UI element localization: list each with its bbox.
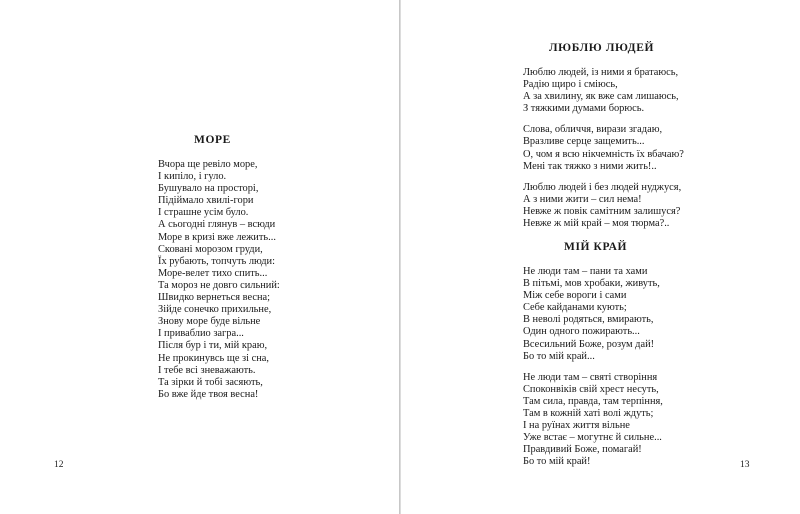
poem-line: Себе кайданами кують;	[523, 302, 627, 314]
poem-line: О, чом я всю нікчемність їх вбачаю?	[523, 148, 684, 160]
poem-line: Мені так тяжко з ними жить!..	[523, 160, 657, 172]
poem-line: Невже ж повік самітним залишуся?	[523, 205, 681, 217]
poem-line: А сьогодні глянув – всюди	[158, 219, 276, 231]
poem-title: ЛЮБЛЮ ЛЮДЕЙ	[549, 42, 655, 54]
poem-line: І приваблио загра...	[158, 328, 244, 340]
poem-line: І на руїнах життя вільне	[523, 420, 630, 432]
poem-line: З тяжкими думами борюсь.	[523, 103, 645, 115]
poem-line: Після бур і ти, мій краю,	[158, 340, 268, 352]
poem-stanza	[523, 266, 663, 363]
poem-line: Сковані морозом груди,	[158, 243, 263, 255]
poem-line: Невже ж мій край – моя тюрма?..	[523, 218, 670, 230]
poem-line: Та мороз не довго сильний:	[158, 279, 280, 291]
poem-line: Люблю людей і без людей нуджуся,	[523, 181, 682, 193]
page-number: 13	[740, 460, 750, 470]
page-number: 12	[54, 460, 64, 470]
right-page	[401, 0, 800, 514]
poem-line: Знову море буде вільне	[158, 316, 261, 328]
poem-line: Споконвіків свій хрест несуть,	[523, 383, 659, 395]
poem-line: І страшне усім було.	[158, 207, 249, 219]
poem-line: В неволі родяться, вмирають,	[523, 314, 654, 326]
poem-line: Море-велет тихо спить...	[158, 267, 268, 279]
poem-line: Зійде сонечко прихильне,	[158, 304, 272, 316]
poem-stanza	[158, 159, 280, 401]
poem-line: Море в кризі вже лежить...	[158, 231, 276, 243]
poem-line: І тебе всі зневажають.	[158, 364, 256, 376]
poem-stanza	[523, 67, 684, 115]
poem-line: А з ними жити – сил нема!	[523, 193, 642, 205]
poem-line: Не прокинувсь ще зі сна,	[158, 352, 270, 364]
poem-line: Уже встає – могутнє й сильне...	[523, 432, 662, 444]
poem-line: Бо то мій край!	[523, 456, 591, 468]
poem-line: Та зірки й тобі засяють,	[158, 376, 263, 388]
poem-title: МІЙ КРАЙ	[564, 241, 628, 253]
poem-line: Там сила, правда, там терпіння,	[523, 395, 663, 407]
poem-line: Там в кожній хаті волі ждуть;	[523, 408, 654, 420]
poem-line: Бо то мій край...	[523, 350, 595, 362]
poem-stanza	[523, 124, 684, 172]
poem-line: Швидко вернеться весна;	[158, 292, 271, 304]
poem-line: Правдивий Боже, помагай!	[523, 444, 642, 456]
poem-more	[158, 134, 280, 410]
poem-line: Вчора ще ревіло море,	[158, 159, 258, 170]
poem-stanza	[523, 182, 684, 230]
poem-line: Між себе вороги і сами	[523, 290, 627, 302]
poem-title: МОРЕ	[194, 134, 231, 146]
poem-line: Бушувало на просторі,	[158, 183, 259, 195]
poem-line: Вразливе серце защемить...	[523, 136, 645, 148]
poem-line: Всесильний Боже, розум дай!	[523, 338, 655, 350]
poem-line: Не люди там – святі створіння	[523, 371, 658, 383]
poem-line: Підіймало хвилі-гори	[158, 195, 254, 207]
poem-line: А за хвилину, як вже сам лишаюсь,	[523, 91, 679, 103]
poem-mii-krai	[523, 241, 663, 478]
poem-line: Радію щиро і сміюсь,	[523, 79, 618, 91]
poem-line: В пітьмі, мов хробаки, живуть,	[523, 278, 660, 290]
poem-line: Бо вже йде твоя весна!	[158, 388, 259, 400]
poem-stanza	[523, 372, 663, 469]
poem-line: Люблю людей, із ними я братаюсь,	[523, 67, 679, 78]
poem-line: Їх рубають, топчуть люди:	[158, 255, 275, 267]
left-page	[0, 0, 399, 514]
poem-line: Один одного пожирають...	[523, 326, 640, 338]
poem-line: І кипіло, і гуло.	[158, 171, 227, 183]
poem-lyublyu-lyudei	[523, 42, 684, 239]
poem-line: Слова, обличчя, вирази згадаю,	[523, 124, 663, 136]
poem-line: Не люди там – пани та хами	[523, 266, 648, 277]
